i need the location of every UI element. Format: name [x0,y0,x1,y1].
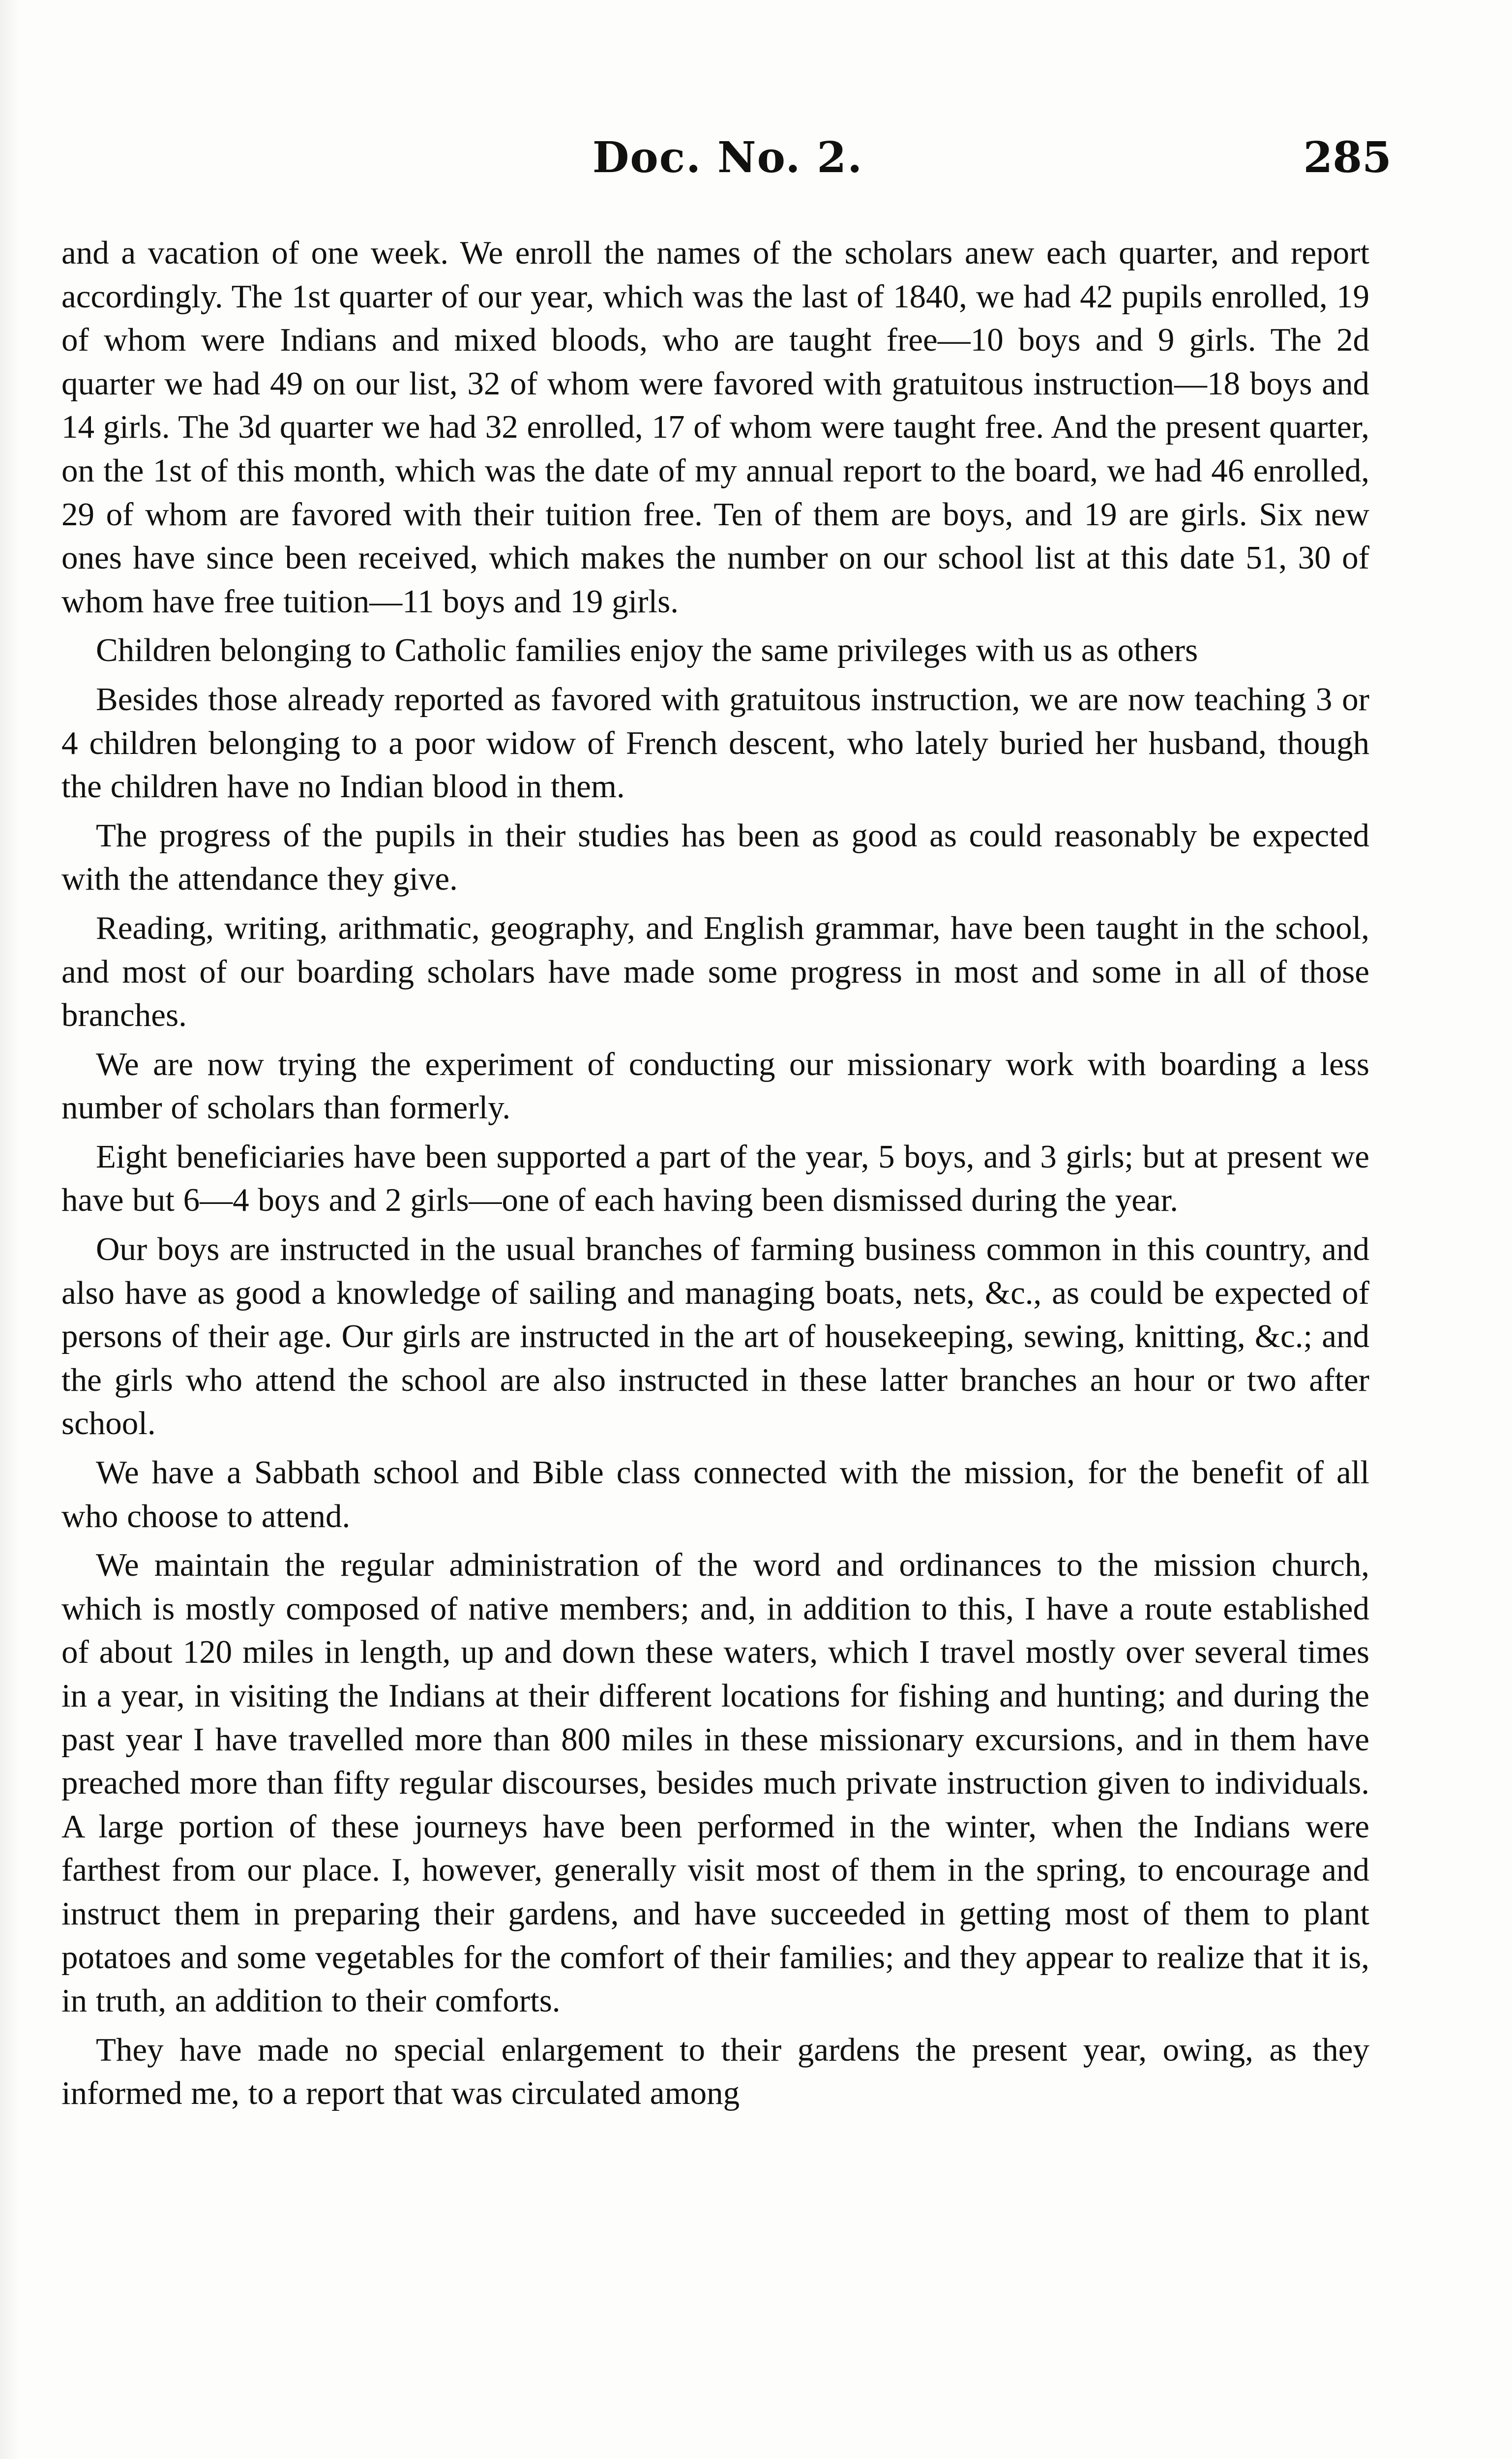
page-header [64,133,1392,192]
page-edge-shadow [0,0,20,2459]
paragraph-4: The progress of the pupils in their studies has been as good as could reasonably be expected with the attendance they give. [61,817,1369,898]
paragraph-2: Children belonging to Catholic families enjoy the same privileges with us as others [96,632,1198,669]
document-title: Doc. No. 2. [592,133,863,182]
paragraph-5: Reading, writing, arithmatic, geography, and English grammar, have been taught in the school, and most of our boarding scholars have made some progress in most and some in all of those branches. [61,909,1369,1034]
paragraph-10: We maintain the regular administration of the word and ordinances to the mission church, which is mostly composed of native members; and, in addition to this, I have a route established of about 120 miles in length, up and down these waters, which I travel mostly over several times in a year, in visiting the Indians at their different locations for fishing and hunting; and during the past year I have travelled more than 800 miles in these missionary excursions, and in them have preached more than fifty regular discourses, besides much private instruction given to individuals. A large portion of these journeys have been performed in the winter, when the Indians were farthest from our place. I, however, generally visit most of them in the spring, to encourage and instruct them in preparing their gardens, and have succeeded in getting most of them to plant potatoes and some vegetables for the comfort of their families; and they appear to realize that it is, in truth, an addition to their comforts. [61,1547,1369,2019]
paragraph-1: and a vacation of one week. We enroll the names of the scholars anew each quarter, and report accordingly. The 1st quarter of our year, which was the last of 1840, we had 42 pupils enrolled, 19 of whom were Indians and mixed bloods, who are taught free—10 boys and 9 girls. The 2d quarter we had 49 on our list, 32 of whom were favored with gratuitous instruction—18 boys and 14 girls. The 3d quarter we had 32 enrolled, 17 of whom were taught free. And the present quarter, on the 1st of this month, which was the date of my annual report to the board, we had 46 enrolled, 29 of whom are favored with their tuition free. Ten of them are boys, and 19 are girls. Six new ones have since been received, which makes the number on our school list at this date 51, 30 of whom have free tuition—11 boys and 19 girls. [61,235,1369,620]
paragraph-11: They have made no special enlargement to their gardens the present year, owing, as they informed me, to a report that was circulated among [61,2031,1369,2112]
page-number: 285 [1303,133,1392,182]
paragraph-7: Eight beneficiaries have been supported a part of the year, 5 boys, and 3 girls; but at present we have but 6—4 boys and 2 girls—one of each having been dismissed during the year. [61,1138,1369,1219]
body-text [61,231,1369,2121]
paragraph-3: Besides those already reported as favored with gratuitous instruction, we are now teaching 3 or 4 children belonging to a poor widow of French descent, who lately buried her husband, though the children have no Indian blood in them. [61,681,1369,805]
paragraph-9: We have a Sabbath school and Bible class connected with the mission, for the benefit of all who choose to attend. [61,1454,1369,1534]
paragraph-8: Our boys are instructed in the usual branches of farming business common in this country, and also have as good a knowledge of sailing and managing boats, nets, &c., as could be expected of persons of their age. Our girls are instructed in the art of housekeeping, sewing, knitting, &c.; and the girls who attend the school are also instructed in these latter branches an hour or two after school. [61,1231,1369,1442]
paragraph-6: We are now trying the experiment of conducting our missionary work with boarding a less number of scholars than formerly. [61,1046,1369,1126]
